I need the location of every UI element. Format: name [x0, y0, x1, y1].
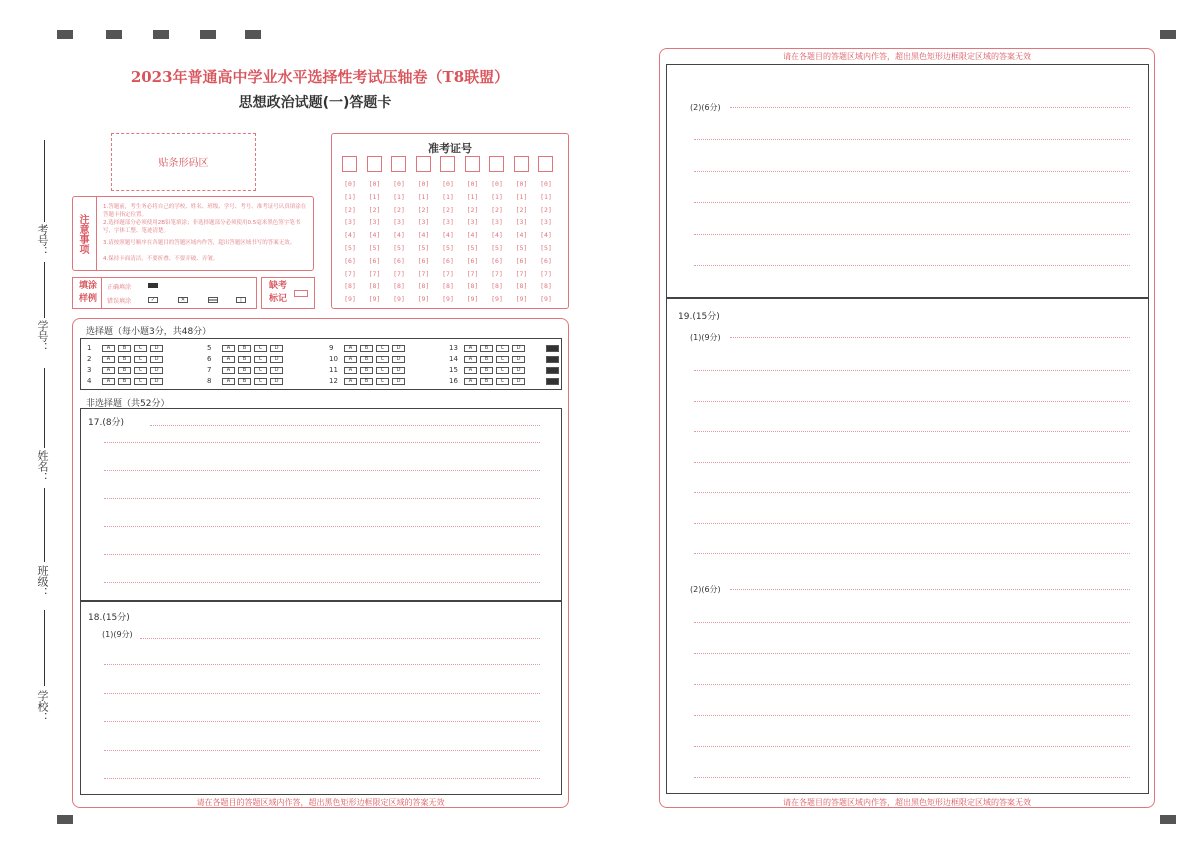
choice-question-number: 12: [329, 377, 338, 385]
exam-id-digit-bubble[interactable]: [1]: [344, 192, 356, 201]
choice-question-number: 9: [329, 344, 334, 352]
choice-question-number: 4: [87, 377, 92, 385]
choice-option-bubble[interactable]: D: [270, 378, 283, 385]
timing-mark: [1160, 30, 1176, 39]
choice-question-row: [87, 376, 163, 386]
choice-question-row: [207, 354, 283, 364]
choice-option-bubble[interactable]: A: [344, 356, 357, 363]
choice-option-bubble[interactable]: D: [512, 345, 525, 352]
choice-option-bubble[interactable]: B: [480, 378, 493, 385]
choice-option-bubble[interactable]: A: [344, 378, 357, 385]
q19-part2-label: (2)(6分): [690, 585, 721, 594]
q18-part2-label: (2)(6分): [690, 103, 721, 112]
choice-question-row: [329, 354, 405, 364]
exam-id-digit-bubble[interactable]: [7]: [515, 269, 528, 278]
exam-id-digit-bubble[interactable]: [5]: [491, 244, 503, 252]
exam-id-digit-bubble[interactable]: [4]: [442, 231, 454, 240]
q18-part2-answer-box[interactable]: [666, 64, 1149, 298]
choice-option-bubble[interactable]: C: [376, 367, 389, 374]
exam-id-digit-bubble[interactable]: [8]: [417, 282, 430, 291]
absent-mark-box: [261, 277, 315, 309]
answer-line: [694, 653, 1130, 654]
choice-option-bubble[interactable]: B: [238, 356, 251, 363]
exam-id-digit-bubble[interactable]: [1]: [368, 192, 381, 201]
choice-timing-mark: [546, 356, 559, 363]
exam-id-digit-bubble[interactable]: [5]: [368, 244, 381, 252]
exam-id-digit-bubble[interactable]: [0]: [417, 180, 430, 188]
choice-question-row: [87, 354, 163, 364]
timing-mark: [57, 815, 73, 824]
choice-question-number: 1: [87, 344, 92, 352]
q19-answer-box[interactable]: [666, 298, 1149, 794]
exam-id-digit-bubble[interactable]: [8]: [442, 282, 454, 291]
choice-heading: 选择题（每小题3分，共48分）: [86, 327, 212, 337]
side-line: [44, 368, 45, 448]
answer-line: [104, 693, 540, 694]
notice-item: 3.请按照题号顺序在各题目的答题区域内作答，超出答题区域书写的答案无效。: [103, 240, 296, 246]
choice-question-number: 8: [207, 377, 212, 385]
exam-id-digit-bubble[interactable]: [2]: [491, 205, 503, 214]
timing-mark: [57, 30, 73, 39]
choice-option-bubble[interactable]: B: [360, 356, 373, 363]
choice-option-bubble[interactable]: D: [512, 378, 525, 385]
exam-id-digit-bubble[interactable]: [2]: [540, 205, 552, 214]
choice-option-bubble[interactable]: B: [118, 367, 131, 374]
exam-id-digit-bubble[interactable]: [9]: [442, 295, 454, 304]
exam-id-digit-bubble[interactable]: [9]: [417, 295, 430, 304]
wrong-fill-label: 错误填涂: [107, 298, 132, 305]
exam-id-digit-bubble[interactable]: [4]: [368, 231, 381, 240]
q19-part1-label: (1)(9分): [690, 333, 721, 342]
choice-option-bubble[interactable]: D: [150, 356, 163, 363]
footer-note-left: 请在各题目的答题区域内作答，超出黑色矩形边框限定区域的答案无效: [196, 798, 445, 807]
choice-option-bubble[interactable]: B: [360, 367, 373, 374]
exam-id-digit-bubble[interactable]: [6]: [442, 256, 454, 265]
choice-option-bubble[interactable]: D: [150, 378, 163, 385]
answer-line: [694, 401, 1130, 402]
choice-option-bubble[interactable]: A: [464, 367, 477, 374]
exam-id-digit-bubble[interactable]: [1]: [491, 192, 503, 201]
exam-id-digit-bubble[interactable]: [0]: [393, 180, 405, 188]
answer-line: [140, 638, 540, 639]
exam-id-digit-bubble[interactable]: [6]: [368, 256, 381, 265]
answer-line: [694, 715, 1130, 716]
exam-id-digit-box[interactable]: [416, 156, 431, 172]
side-field-student-no: 学号：: [36, 320, 49, 353]
exam-id-digit-bubble[interactable]: [7]: [368, 269, 381, 278]
exam-id-digit-bubble[interactable]: [0]: [344, 180, 356, 188]
exam-id-digit-box[interactable]: [367, 156, 382, 172]
choice-option-bubble[interactable]: C: [134, 356, 147, 363]
exam-id-digit-box[interactable]: [440, 156, 455, 172]
choice-option-bubble[interactable]: D: [270, 345, 283, 352]
exam-id-digit-bubble[interactable]: [3]: [442, 218, 454, 227]
answer-line: [104, 778, 540, 779]
exam-id-digit-bubble[interactable]: [0]: [368, 180, 381, 188]
barcode-label: 贴条形码区: [158, 158, 209, 169]
exam-id-digit-bubble[interactable]: [6]: [466, 256, 479, 265]
exam-id-digit-bubble[interactable]: [2]: [442, 205, 454, 214]
q18-part1-label: (1)(9分): [102, 630, 133, 639]
exam-id-digit-bubble[interactable]: [0]: [466, 180, 479, 188]
exam-id-digit-bubble[interactable]: [1]: [466, 192, 479, 201]
choice-timing-mark: [546, 345, 559, 352]
exam-id-digit-bubble[interactable]: [4]: [540, 231, 552, 240]
exam-id-digit-bubble[interactable]: [3]: [368, 218, 381, 227]
q18-answer-box[interactable]: [80, 601, 562, 795]
choice-option-bubble[interactable]: B: [238, 378, 251, 385]
answer-line: [104, 750, 540, 751]
answer-line: [694, 492, 1130, 493]
exam-id-digit-bubble[interactable]: [3]: [393, 218, 405, 227]
side-field-school: 学校：: [36, 690, 49, 723]
choice-option-bubble[interactable]: D: [392, 378, 405, 385]
choice-question-row: [87, 365, 163, 375]
exam-id-digit-bubble[interactable]: [9]: [540, 295, 552, 304]
exam-id-digit-bubble[interactable]: [6]: [417, 256, 430, 265]
timing-mark: [1160, 815, 1176, 824]
exam-id-digit-bubble[interactable]: [7]: [466, 269, 479, 278]
exam-id-digit-bubble[interactable]: [7]: [344, 269, 356, 278]
side-line: [44, 140, 45, 222]
choice-question-row: [329, 343, 405, 353]
choice-option-bubble[interactable]: A: [464, 345, 477, 352]
exam-id-digit-bubble[interactable]: [5]: [417, 244, 430, 252]
answer-line: [694, 370, 1130, 371]
notice-item: 1.答题前，考生务必将自己的学校、姓名、班级、学号、考号、准考证号认真填涂在答题卡指定位置。: [103, 204, 307, 218]
choice-option-bubble[interactable]: C: [254, 345, 267, 352]
exam-id-digit-bubble[interactable]: [6]: [515, 256, 528, 265]
page-subtitle: 思想政治试题(一)答题卡: [238, 95, 392, 111]
exam-id-digit-bubble[interactable]: [8]: [540, 282, 552, 291]
answer-line: [694, 431, 1130, 432]
choice-timing-mark: [546, 378, 559, 385]
exam-id-digit-bubble[interactable]: [3]: [540, 218, 552, 227]
exam-id-digit-bubble[interactable]: [1]: [515, 192, 528, 201]
exam-id-digit-bubble[interactable]: [2]: [417, 205, 430, 214]
exam-id-digit-bubble[interactable]: [8]: [344, 282, 356, 291]
choice-question-number: 2: [87, 355, 92, 363]
exam-id-digit-bubble[interactable]: [0]: [515, 180, 528, 188]
answer-line: [104, 442, 540, 443]
exam-id-digit-bubble[interactable]: [5]: [344, 244, 356, 252]
answer-line: [694, 171, 1130, 172]
choice-option-bubble[interactable]: C: [134, 378, 147, 385]
choice-question-number: 7: [207, 366, 212, 374]
choice-option-bubble[interactable]: A: [222, 378, 235, 385]
fill-example-heading: 填涂样例: [78, 281, 97, 304]
choice-option-bubble[interactable]: C: [496, 378, 509, 385]
exam-id-digit-bubble[interactable]: [3]: [466, 218, 479, 227]
exam-id-digit-box[interactable]: [538, 156, 553, 172]
exam-id-digit-bubble[interactable]: [4]: [466, 231, 479, 240]
exam-id-digit-bubble[interactable]: [1]: [442, 192, 454, 201]
wrong-fill-sample: ✕: [178, 297, 188, 303]
choice-option-bubble[interactable]: C: [134, 345, 147, 352]
exam-id-digit-bubble[interactable]: [5]: [466, 244, 479, 252]
choice-option-bubble[interactable]: D: [392, 367, 405, 374]
exam-id-digit-bubble[interactable]: [8]: [393, 282, 405, 291]
timing-mark: [153, 30, 169, 39]
exam-id-digit-bubble[interactable]: [5]: [515, 244, 528, 252]
choice-option-bubble[interactable]: B: [118, 345, 131, 352]
choice-option-bubble[interactable]: A: [464, 378, 477, 385]
choice-option-bubble[interactable]: D: [512, 356, 525, 363]
exam-id-digit-bubble[interactable]: [6]: [540, 256, 552, 265]
exam-id-digit-bubble[interactable]: [1]: [417, 192, 430, 201]
choice-option-bubble[interactable]: D: [392, 345, 405, 352]
correct-fill-sample: [148, 283, 158, 288]
side-line: [44, 610, 45, 686]
choice-option-bubble[interactable]: C: [254, 367, 267, 374]
exam-id-digit-bubble[interactable]: [4]: [491, 231, 503, 240]
choice-option-bubble[interactable]: A: [344, 345, 357, 352]
choice-option-bubble[interactable]: C: [496, 345, 509, 352]
answer-line: [730, 589, 1130, 590]
notice-item: 4.保持卡面清洁，不要折叠、不要弄破、弄皱。: [103, 256, 219, 262]
choice-option-bubble[interactable]: B: [480, 345, 493, 352]
choice-option-bubble[interactable]: B: [238, 345, 251, 352]
notice-item: 2.选择题部分必须使用2B铅笔填涂；非选择题部分必须使用0.5毫米黑色签字笔书写，字体工整、笔迹清楚。: [103, 220, 301, 234]
answer-line: [694, 139, 1130, 140]
exam-id-digit-bubble[interactable]: [8]: [368, 282, 381, 291]
exam-id-digit-bubble[interactable]: [6]: [393, 256, 405, 265]
answer-line: [104, 554, 540, 555]
exam-id-digit-bubble[interactable]: [2]: [466, 205, 479, 214]
q18-label: 18.(15分): [88, 613, 130, 623]
choice-option-bubble[interactable]: A: [102, 345, 115, 352]
side-field-exam-no: 考号：: [36, 224, 49, 257]
choice-option-bubble[interactable]: D: [150, 367, 163, 374]
exam-id-digit-box[interactable]: [514, 156, 529, 172]
choice-timing-mark: [546, 367, 559, 374]
wrong-fill-sample: ✓: [148, 297, 158, 303]
exam-id-digit-bubble[interactable]: [2]: [368, 205, 381, 214]
choice-grid: [80, 338, 562, 390]
answer-line: [694, 265, 1130, 266]
answer-line: [104, 582, 540, 583]
answer-line: [104, 721, 540, 722]
q17-answer-box[interactable]: [80, 408, 562, 601]
side-line: [44, 262, 45, 318]
choice-option-bubble[interactable]: C: [496, 356, 509, 363]
notice-box: [72, 196, 314, 271]
choice-question-number: 15: [449, 366, 458, 374]
choice-option-bubble[interactable]: A: [344, 367, 357, 374]
answer-line: [104, 498, 540, 499]
exam-id-digit-bubble[interactable]: [9]: [466, 295, 479, 304]
choice-question-number: 3: [87, 366, 92, 374]
choice-option-bubble[interactable]: C: [254, 378, 267, 385]
answer-line: [730, 337, 1130, 338]
nonchoice-heading: 非选择题（共52分）: [86, 399, 170, 409]
exam-id-digit-bubble[interactable]: [0]: [540, 180, 552, 188]
side-line: [44, 488, 45, 562]
choice-option-bubble[interactable]: D: [270, 367, 283, 374]
answer-line: [694, 202, 1130, 203]
notice-heading: 注意事项: [73, 197, 97, 270]
choice-option-bubble[interactable]: C: [376, 378, 389, 385]
exam-id-digit-bubble[interactable]: [4]: [393, 231, 405, 240]
answer-line: [694, 234, 1130, 235]
absent-mark-heading: 缺考标记: [268, 281, 287, 304]
exam-id-digit-bubble[interactable]: [2]: [393, 205, 405, 214]
choice-question-number: 6: [207, 355, 212, 363]
answer-line: [694, 553, 1130, 554]
answer-line: [104, 470, 540, 471]
choice-option-bubble[interactable]: C: [254, 356, 267, 363]
exam-id-digit-bubble[interactable]: [0]: [442, 180, 454, 188]
q19-label: 19.(15分): [678, 312, 720, 322]
choice-option-bubble[interactable]: A: [222, 345, 235, 352]
exam-id-digit-bubble[interactable]: [1]: [540, 192, 552, 201]
exam-id-digit-box[interactable]: [342, 156, 357, 172]
choice-question-number: 10: [329, 355, 338, 363]
choice-question-row: [449, 354, 559, 364]
absent-mark-checkbox[interactable]: [294, 290, 308, 297]
divider: [101, 278, 102, 308]
wrong-fill-sample: |: [236, 297, 246, 303]
choice-option-bubble[interactable]: D: [392, 356, 405, 363]
exam-id-digit-bubble[interactable]: [8]: [515, 282, 528, 291]
choice-option-bubble[interactable]: A: [222, 367, 235, 374]
answer-line: [104, 664, 540, 665]
choice-question-row: [449, 365, 559, 375]
exam-id-digit-bubble[interactable]: [9]: [344, 295, 356, 304]
exam-id-digit-bubble[interactable]: [8]: [466, 282, 479, 291]
choice-question-row: [449, 343, 559, 353]
wrong-fill-sample: [208, 297, 218, 303]
exam-id-digit-bubble[interactable]: [9]: [393, 295, 405, 304]
choice-option-bubble[interactable]: C: [134, 367, 147, 374]
choice-option-bubble[interactable]: D: [150, 345, 163, 352]
exam-id-digit-bubble[interactable]: [7]: [442, 269, 454, 278]
choice-option-bubble[interactable]: A: [222, 356, 235, 363]
choice-option-bubble[interactable]: B: [480, 367, 493, 374]
choice-question-number: 13: [449, 344, 458, 352]
answer-line: [694, 523, 1130, 524]
exam-id-digit-bubble[interactable]: [2]: [344, 205, 356, 214]
choice-question-number: 5: [207, 344, 212, 352]
side-field-class: 班级：: [36, 565, 49, 598]
timing-mark: [245, 30, 261, 39]
exam-id-digit-bubble[interactable]: [2]: [515, 205, 528, 214]
choice-question-row: [449, 376, 559, 386]
exam-id-heading: 准考证号: [428, 142, 472, 155]
choice-option-bubble[interactable]: B: [360, 378, 373, 385]
choice-option-bubble[interactable]: C: [376, 356, 389, 363]
exam-id-grid: [331, 133, 569, 309]
choice-option-bubble[interactable]: C: [496, 367, 509, 374]
answer-line: [694, 462, 1130, 463]
answer-line: [150, 425, 540, 426]
exam-id-digit-bubble[interactable]: [3]: [515, 218, 528, 227]
page-title: 2023年普通高中学业水平选择性考试压轴卷（T8联盟）: [130, 68, 510, 86]
choice-option-bubble[interactable]: D: [512, 367, 525, 374]
side-field-name: 姓名：: [36, 450, 49, 483]
choice-question-number: 16: [449, 377, 458, 385]
exam-id-digit-bubble[interactable]: [5]: [442, 244, 454, 252]
choice-question-row: [207, 343, 283, 353]
choice-question-row: [329, 365, 405, 375]
choice-option-bubble[interactable]: A: [464, 356, 477, 363]
choice-option-bubble[interactable]: A: [102, 367, 115, 374]
exam-id-digit-bubble[interactable]: [5]: [393, 244, 405, 252]
choice-question-row: [207, 376, 283, 386]
exam-id-digit-bubble[interactable]: [7]: [393, 269, 405, 278]
choice-question-number: 11: [329, 366, 338, 374]
fill-example-box: [72, 277, 257, 309]
q17-label: 17.(8分): [88, 418, 125, 428]
exam-id-digit-bubble[interactable]: [9]: [491, 295, 503, 304]
exam-id-digit-bubble[interactable]: [4]: [344, 231, 356, 240]
answer-line: [694, 684, 1130, 685]
exam-id-digit-bubble[interactable]: [6]: [491, 256, 503, 265]
choice-question-row: [87, 343, 163, 353]
timing-mark: [200, 30, 216, 39]
exam-id-digit-bubble[interactable]: [3]: [491, 218, 503, 227]
exam-id-digit-bubble[interactable]: [6]: [344, 256, 356, 265]
exam-id-digit-bubble[interactable]: [0]: [491, 180, 503, 188]
choice-question-number: 14: [449, 355, 458, 363]
exam-id-digit-bubble[interactable]: [1]: [393, 192, 405, 201]
answer-line: [694, 746, 1130, 747]
header-note-right: 请在各题目的答题区域内作答，超出黑色矩形边框限定区域的答案无效: [783, 52, 1031, 61]
exam-id-digit-box[interactable]: [489, 156, 504, 172]
exam-id-digit-bubble[interactable]: [9]: [368, 295, 381, 304]
answer-line: [104, 526, 540, 527]
exam-id-digit-bubble[interactable]: [4]: [417, 231, 430, 240]
correct-fill-label: 正确填涂: [107, 284, 132, 291]
footer-note-right: 请在各题目的答题区域内作答，超出黑色矩形边框限定区域的答案无效: [783, 798, 1031, 807]
timing-mark: [106, 30, 122, 39]
exam-id-digit-bubble[interactable]: [8]: [491, 282, 503, 291]
choice-option-bubble[interactable]: B: [118, 356, 131, 363]
choice-option-bubble[interactable]: D: [270, 356, 283, 363]
barcode-area: [111, 133, 256, 191]
choice-question-row: [329, 376, 405, 386]
exam-id-digit-bubble[interactable]: [5]: [540, 244, 552, 252]
choice-option-bubble[interactable]: A: [102, 356, 115, 363]
exam-id-digit-bubble[interactable]: [7]: [540, 269, 552, 278]
choice-option-bubble[interactable]: A: [102, 378, 115, 385]
choice-option-bubble[interactable]: B: [360, 345, 373, 352]
choice-option-bubble[interactable]: B: [238, 367, 251, 374]
exam-id-digit-box[interactable]: [391, 156, 406, 172]
choice-option-bubble[interactable]: B: [480, 356, 493, 363]
exam-id-digit-box[interactable]: [465, 156, 480, 172]
exam-id-digit-bubble[interactable]: [7]: [417, 269, 430, 278]
answer-line: [694, 777, 1130, 778]
exam-id-digit-bubble[interactable]: [3]: [417, 218, 430, 227]
exam-id-digit-bubble[interactable]: [3]: [344, 218, 356, 227]
exam-id-digit-bubble[interactable]: [9]: [515, 295, 528, 304]
choice-option-bubble[interactable]: C: [376, 345, 389, 352]
answer-line: [694, 622, 1130, 623]
answer-line: [730, 107, 1130, 108]
choice-question-row: [207, 365, 283, 375]
exam-id-digit-bubble[interactable]: [4]: [515, 231, 528, 240]
exam-id-digit-bubble[interactable]: [7]: [491, 269, 503, 278]
choice-option-bubble[interactable]: B: [118, 378, 131, 385]
